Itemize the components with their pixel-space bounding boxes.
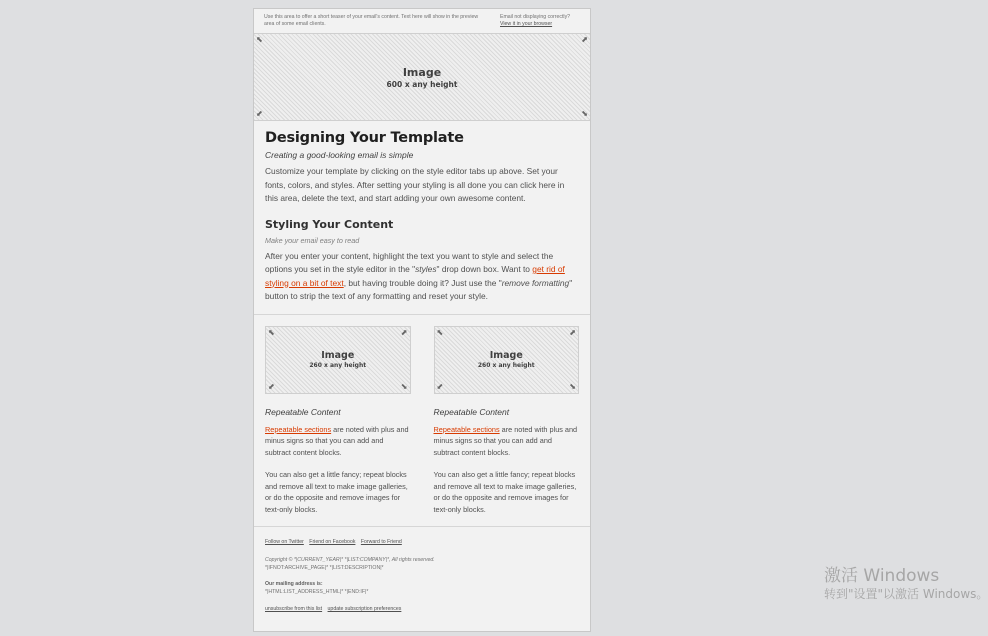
resize-arrow-icon: ⬊ — [569, 381, 576, 391]
view-in-browser-link[interactable]: View it in your browser — [500, 21, 553, 28]
styling-paragraph — [265, 250, 579, 304]
column-image-size: 260 x any height — [309, 362, 367, 369]
column-text-2: You can also get a little fancy; repeat blocks and remove all text to make image galleries, or do the opposite and remove images for text-only blocks. — [265, 470, 408, 515]
friend-facebook-link[interactable]: Friend on Facebook — [309, 538, 356, 545]
column-text-2: You can also get a little fancy; repeat blocks and remove all text to make image galleries, or do the opposite and remove images for text-only blocks. — [433, 470, 577, 515]
hero-image-placeholder[interactable] — [254, 33, 590, 121]
column-image-label: Image — [321, 350, 355, 361]
resize-arrow-icon: ⬉ — [256, 35, 263, 44]
text-span: are noted with plus and minus signs so that you can add and subtract content blocks. — [265, 424, 409, 457]
hero-image-size: 600 x any height — [386, 79, 458, 89]
watermark-line-2: 转到"设置"以激活 Windows。 — [824, 587, 988, 601]
social-links — [265, 539, 579, 547]
column-image-label: Image — [489, 350, 523, 361]
section-subtitle: Make your email easy to read — [265, 235, 360, 245]
repeatable-sections-link[interactable]: Repeatable sections — [433, 424, 500, 434]
resize-arrow-icon: ⬋ — [436, 381, 444, 391]
content-paragraph: Customize your template by clicking on the style editor tabs up above. Set your fonts, colors, and styles. After setting your styling is all done you can click here in this area, delete the text, and start adding your own awesome content. — [265, 166, 565, 203]
column-image-placeholder[interactable] — [265, 326, 411, 394]
preheader-teaser: Use this area to offer a short teaser of your email's content. Text here will show in the preview area of some email clients. — [264, 14, 479, 28]
column-heading: Repeatable Content — [265, 406, 341, 417]
main-content — [254, 121, 590, 315]
resize-arrow-icon: ⬈ — [581, 35, 588, 44]
text-span: After you enter your content, highlight the text you want to style and select the options you set in the style editor in the " — [265, 250, 554, 274]
resize-arrow-icon: ⬋ — [268, 381, 275, 391]
column-image-size: 260 x any height — [477, 362, 535, 369]
content-subtitle: Creating a good-looking email is simple — [265, 150, 414, 160]
update-preferences-link[interactable]: update subscription preferences — [327, 605, 402, 612]
browser-notice-text: Email not displaying correctly? — [500, 14, 571, 20]
subscription-links — [265, 606, 579, 614]
resize-arrow-icon: ⬊ — [400, 381, 408, 391]
browser-notice — [500, 14, 580, 33]
column-image-placeholder[interactable] — [434, 326, 580, 394]
email-footer — [254, 527, 590, 614]
column-text — [265, 424, 411, 459]
text-span: are noted with plus and minus signs so that you can add and subtract content blocks. — [433, 424, 578, 457]
forward-friend-link[interactable]: Forward to Friend — [360, 538, 402, 545]
text-span: , but having trouble doing it? Just use the " — [343, 277, 502, 288]
resize-arrow-icon: ⬈ — [400, 327, 408, 337]
styles-emphasis: styles — [415, 264, 437, 274]
text-span: " button to strip the text of any formatting and reset your style. — [265, 277, 573, 301]
resize-arrow-icon: ⬉ — [268, 327, 275, 337]
activation-watermark — [824, 566, 988, 603]
mailing-address-heading: Our mailing address is: — [265, 581, 323, 588]
left-column — [265, 326, 411, 516]
mailing-address: *|HTML:LIST_ADDRESS_HTML|* *|END:IF|* — [265, 588, 369, 595]
column-heading: Repeatable Content — [433, 406, 510, 417]
content-title: Designing Your Template — [265, 130, 464, 146]
email-template — [253, 8, 591, 632]
column-text — [434, 424, 580, 459]
follow-twitter-link[interactable]: Follow on Twitter — [265, 538, 304, 545]
copyright: Copyright © *|CURRENT_YEAR|* *|LIST:COMPANY|*, All rights reserved. — [265, 557, 435, 564]
text-span: " drop down box. Want to — [436, 264, 533, 274]
section-title: Styling Your Content — [265, 217, 394, 231]
unsubscribe-link[interactable]: unsubscribe from this list — [265, 605, 323, 612]
preheader — [254, 9, 590, 33]
hero-image-label: Image — [402, 65, 442, 79]
list-description: *|IFNOT:ARCHIVE_PAGE|* *|LIST:DESCRIPTION|* — [265, 565, 384, 572]
repeatable-sections-link[interactable]: Repeatable sections — [265, 424, 332, 434]
resize-arrow-icon: ⬈ — [569, 327, 576, 337]
resize-arrow-icon: ⬉ — [436, 327, 444, 337]
resize-arrow-icon: ⬊ — [581, 109, 588, 118]
two-column-section — [254, 315, 590, 527]
remove-styling-link[interactable]: get rid of styling on a bit of text — [265, 264, 565, 288]
watermark-line-1: 激活 Windows — [824, 566, 940, 586]
right-column — [434, 326, 580, 516]
remove-formatting-emphasis: remove formatting — [501, 277, 570, 288]
resize-arrow-icon: ⬋ — [256, 109, 263, 118]
